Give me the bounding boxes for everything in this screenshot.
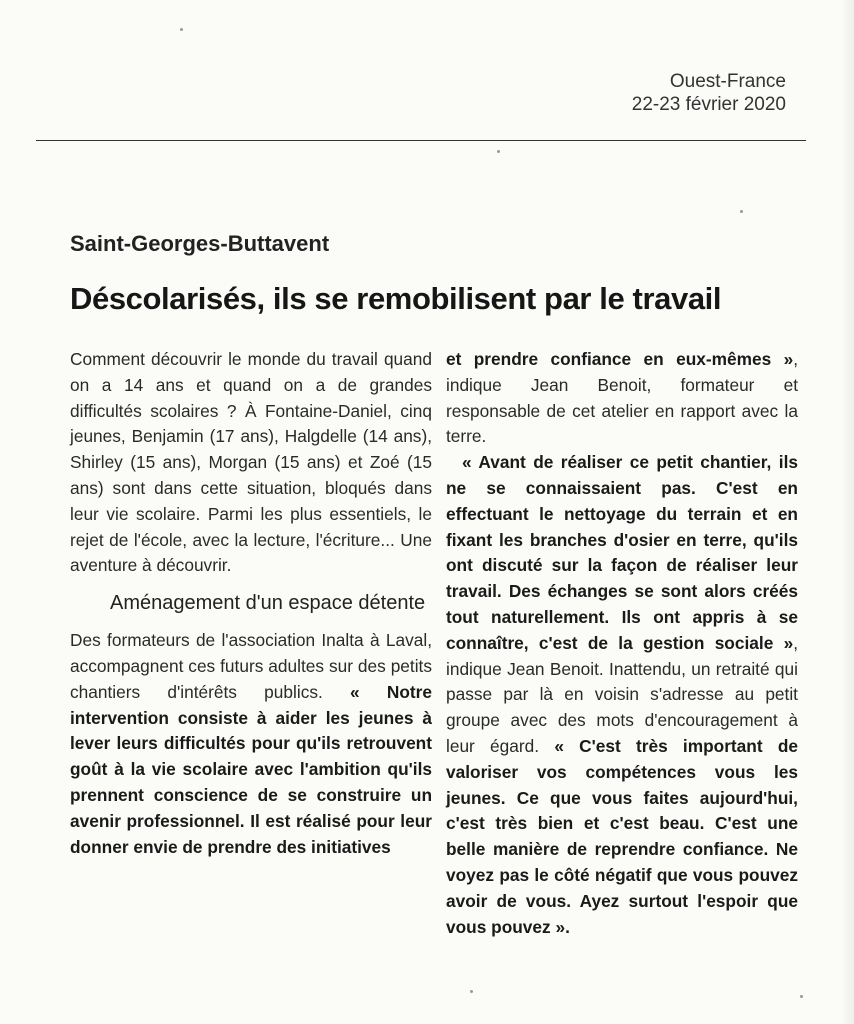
scan-speck xyxy=(800,995,803,998)
paragraph-continuation xyxy=(446,347,798,450)
quote-bold: « Notre intervention consiste à aider les jeunes à lever leurs difficultés pour qu'ils retrouvent goût à la vie scolaire avec l'ambition qu'ils prennent conscience de se construire un avenir professionnel. Il est réalisé pour leur donner envie de prendre des initiatives xyxy=(70,681,432,857)
scan-edge-shadow xyxy=(840,0,854,1024)
article-title: Déscolarisés, ils se remobilisent par le travail xyxy=(70,281,722,316)
scan-speck xyxy=(497,150,500,153)
quote-bold: « Avant de réaliser ce petit chantier, ils ne se connaissaient pas. C'est en effectuant le nettoyage du terrain et en fixant les branches d'osier en terre, qu'ils ont discuté sur la façon de réaliser leur travail. Des échanges se sont alors créés tout naturellement. Ils ont appris à se connaître, c'est de la gestion sociale » xyxy=(446,452,798,653)
newspaper-source xyxy=(632,70,786,116)
scan-speck xyxy=(180,28,183,31)
paragraph-chantier xyxy=(446,450,798,940)
header-rule xyxy=(36,140,806,141)
quote-bold: et prendre confiance en eux-mêmes » xyxy=(446,349,794,369)
article-place: Saint-Georges-Buttavent xyxy=(70,231,330,256)
quote-bold: « C'est très important de valoriser vos compétences vous les jeunes. Ce que vous faites aujourd'hui, c'est très bien et c'est beau. C'est une belle manière de reprendre confiance. Ne voyez pas le côté négatif que vous pouvez avoir de vous. Ayez surtout l'espoir que vous pouvez ». xyxy=(446,735,799,937)
paragraph-intro: Comment découvrir le monde du travail quand on a 14 ans et quand on a de grandes difficultés scolaires ? À Fontaine-Daniel, cinq jeunes, Benjamin (17 ans), Halgdelle (14 ans), Shirley (15 ans), Morgan (15 ans) et Zoé (15 ans) sont dans cette situation, bloqués dans leur vie scolaire. Parmi les plus essentiels, le rejet de l'école, avec la lecture, l'écriture... Une aventure à découvrir. xyxy=(70,349,432,576)
paragraph-formateurs xyxy=(70,628,432,860)
article-subheading: Aménagement d'un espace détente xyxy=(110,592,426,615)
publication-date: 22-23 février 2020 xyxy=(631,94,786,115)
paragraph-text: , indique Jean Benoit. Inattendu, un retraité qui passe par là en voisin s'adresse au petit groupe avec des mots d'encouragement à leur égard. xyxy=(446,632,798,756)
scan-speck xyxy=(470,990,473,993)
scan-speck xyxy=(740,210,743,213)
article-column-2 xyxy=(446,347,798,940)
paragraph-text: Des formateurs de l'association Inalta à Laval, accompagnent ces futurs adultes sur des petits chantiers d'intérêts publics. xyxy=(70,630,432,702)
paragraph-text: , indique Jean Benoit, formateur et responsable de cet atelier en rapport avec la terre. xyxy=(446,349,798,447)
newspaper-name: Ouest-France xyxy=(669,71,786,92)
article-column-1 xyxy=(70,347,432,860)
